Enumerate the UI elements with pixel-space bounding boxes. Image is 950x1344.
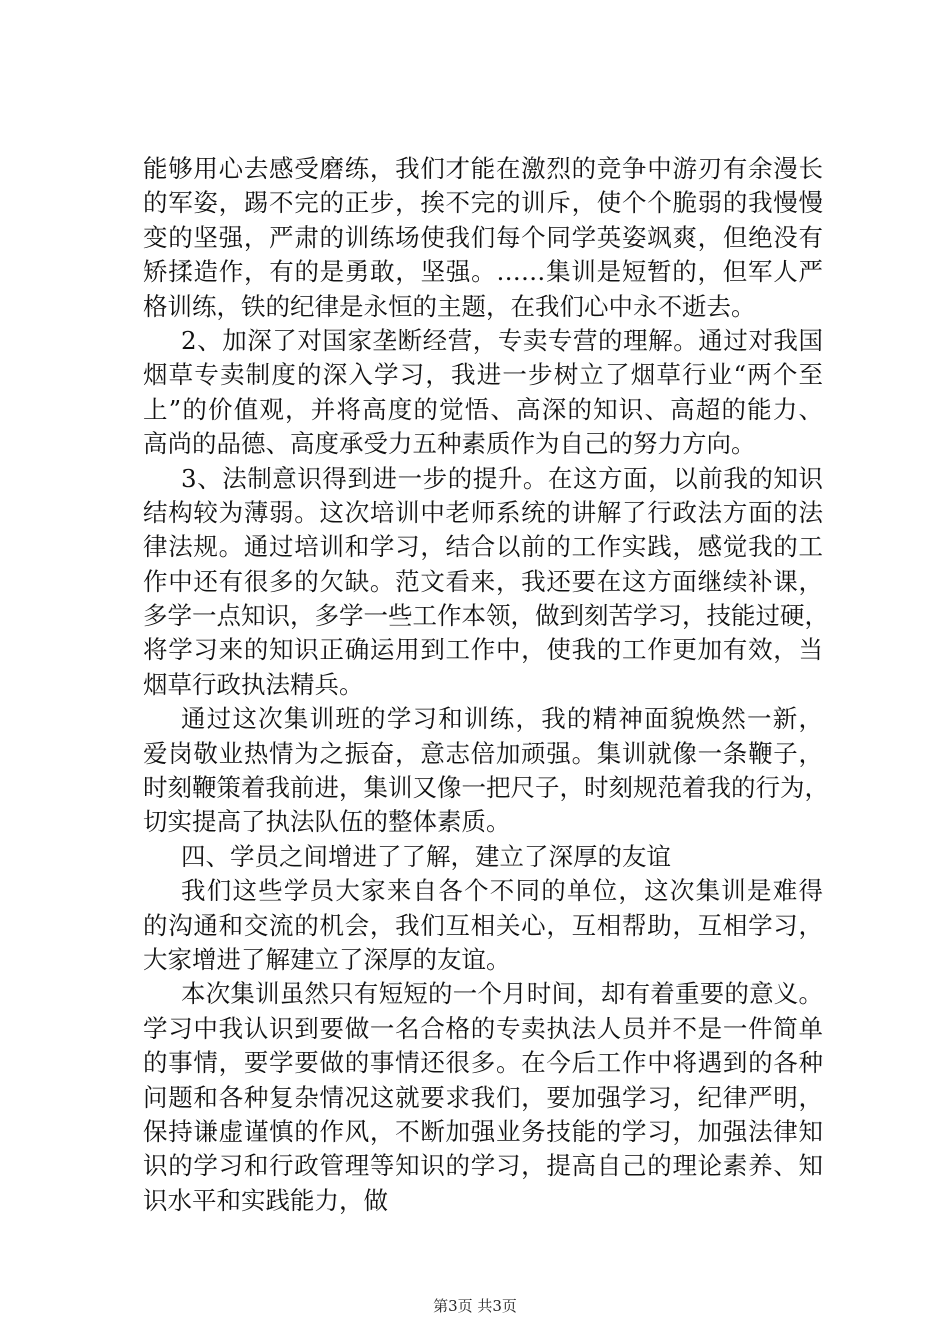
text-line: 学习中我认识到要做一名合格的专卖执法人员并不是一件简单 <box>143 1013 823 1043</box>
text-line: 的事情，要学要做的事情还很多。在今后工作中将遇到的各种 <box>143 1048 823 1078</box>
text-line: 高尚的品德、高度承受力五种素质作为自己的努力方向。 <box>143 429 756 459</box>
text-line: 烟草行政执法精兵。 <box>143 669 364 699</box>
text-line: 保持谦虚谨慎的作风，不断加强业务技能的学习，加强法律知 <box>143 1116 823 1146</box>
text-line: 3、法制意识得到进一步的提升。在这方面，以前我的知识 <box>181 463 823 493</box>
text-line: 的军姿，踢不完的正步，挨不完的训斥，使个个脆弱的我慢慢 <box>143 188 823 218</box>
text-line: 格训练，铁的纪律是永恒的主题，在我们心中永不逝去。 <box>143 291 756 321</box>
text-line: 的沟通和交流的机会，我们互相关心，互相帮助，互相学习， <box>143 910 823 940</box>
text-line: 时刻鞭策着我前进，集训又像一把尺子，时刻规范着我的行为， <box>143 773 829 803</box>
text-line: 将学习来的知识正确运用到工作中，使我的工作更加有效，当 <box>143 635 823 665</box>
text-line: 问题和各种复杂情况这就要求我们，要加强学习，纪律严明， <box>143 1082 823 1112</box>
text-line: 识水平和实践能力，做 <box>143 1185 388 1215</box>
text-line: 作中还有很多的欠缺。范文看来，我还要在这方面继续补课， <box>143 566 823 596</box>
text-line: 结构较为薄弱。这次培训中老师系统的讲解了行政法方面的法 <box>143 497 823 527</box>
text-line: 爱岗敬业热情为之振奋，意志倍加顽强。集训就像一条鞭子， <box>143 738 823 768</box>
text-line: 识的学习和行政管理等知识的学习，提高自己的理论素养、知 <box>143 1151 823 1181</box>
text-line: 四、学员之间增进了了解，建立了深厚的友谊 <box>181 841 671 871</box>
text-line: 烟草专卖制度的深入学习，我进一步树立了烟草行业“两个至 <box>143 360 823 390</box>
text-line: 矫揉造作，有的是勇敢，坚强。……集训是短暂的，但军人严 <box>143 257 823 287</box>
text-line: 律法规。通过培训和学习，结合以前的工作实践，感觉我的工 <box>143 532 823 562</box>
text-line: 切实提高了执法队伍的整体素质。 <box>143 807 511 837</box>
text-line: 本次集训虽然只有短短的一个月时间，却有着重要的意义。 <box>181 979 823 1009</box>
text-line: 通过这次集训班的学习和训练，我的精神面貌焕然一新， <box>181 704 823 734</box>
document-body <box>143 152 829 1218</box>
page-footer: 第3页 共3页 <box>433 1297 517 1315</box>
text-line: 多学一点知识，多学一些工作本领，做到刻苦学习，技能过硬， <box>143 601 829 631</box>
text-line: 能够用心去感受磨练，我们才能在激烈的竞争中游刃有余漫长 <box>143 154 823 183</box>
text-line: 变的坚强，严肃的训练场使我们每个同学英姿飒爽，但绝没有 <box>143 222 823 252</box>
text-line: 我们这些学员大家来自各个不同的单位，这次集训是难得 <box>181 876 823 906</box>
text-line: 大家增进了解建立了深厚的友谊。 <box>143 944 511 974</box>
text-line: 上”的价值观，并将高度的觉悟、高深的知识、高超的能力、 <box>143 394 823 424</box>
text-line: 2、加深了对国家垄断经营，专卖专营的理解。通过对我国 <box>181 325 823 355</box>
